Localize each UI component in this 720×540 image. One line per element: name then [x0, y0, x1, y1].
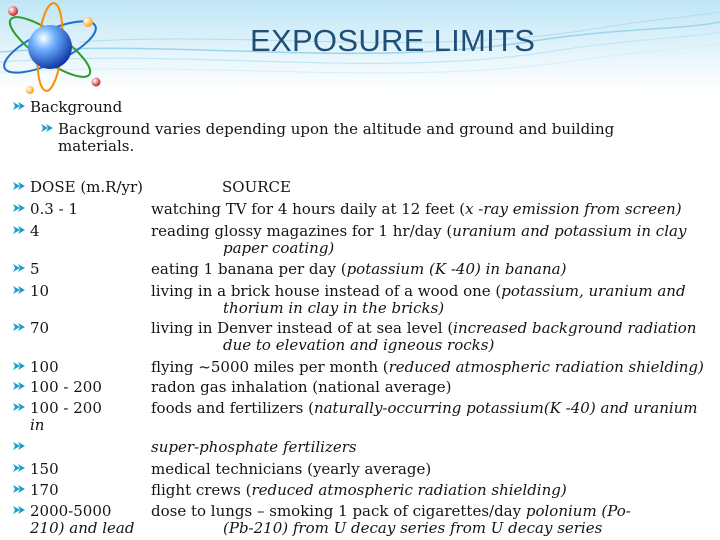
source-description: [151, 200, 682, 218]
dose-value: 0.3 - 1: [30, 200, 79, 218]
dose-value: 170: [30, 481, 59, 499]
source-text-segment: dose to lungs – smoking 1 pack of cigarettes/day: [151, 502, 526, 520]
source-description: [151, 358, 704, 376]
source-text-segment: reduced atmospheric radiation shielding): [388, 358, 704, 376]
arrow-bullet-icon: [12, 263, 26, 273]
source-text-segment: increased background radiation: [453, 319, 697, 337]
source-description: [151, 460, 431, 478]
source-text-segment: foods and fertilizers (: [151, 399, 314, 417]
arrow-bullet-icon: [12, 361, 26, 371]
dose-value: 10: [30, 282, 50, 300]
source-text-segment: naturally-occurring potassium(K -40) and uranium: [313, 399, 698, 417]
arrow-bullet-icon: [12, 322, 26, 332]
source-description-continuation: [223, 239, 334, 257]
source-text-segment: living in a brick house instead of a wood one (: [151, 282, 502, 300]
dose-value: 100 - 200: [30, 378, 102, 396]
dose-value: 150: [30, 460, 59, 478]
arrow-bullet-icon: [12, 203, 26, 213]
arrow-bullet-icon: [12, 381, 26, 391]
source-column-header: SOURCE: [222, 178, 291, 196]
source-description-continuation: [223, 299, 444, 317]
dose-value: 100: [30, 358, 59, 376]
source-text-segment: due to elevation and igneous rocks): [223, 336, 495, 354]
background-subitem-line2: materials.: [58, 137, 135, 155]
background-subitem-line1: Background varies depending upon the altitude and ground and building: [58, 120, 615, 138]
dose-column-header: DOSE (m.R/yr): [30, 178, 144, 196]
dose-value-continuation: in: [30, 416, 45, 434]
source-text-segment: flying ~5000 miles per month (: [151, 358, 389, 376]
arrow-bullet-icon: [12, 285, 26, 295]
source-text-segment: medical technicians (yearly average): [151, 460, 432, 478]
dose-value: 100 - 200: [30, 399, 102, 417]
source-text-segment: living in Denver instead of at sea level (: [151, 319, 454, 337]
arrow-bullet-icon: [40, 123, 54, 133]
arrow-bullet-icon: [12, 181, 26, 191]
source-description: [151, 222, 686, 240]
slide-title: EXPOSURE LIMITS: [250, 23, 536, 58]
source-text-segment: potassium, uranium and: [501, 282, 686, 300]
source-description: [151, 438, 357, 456]
source-text-segment: (Pb-210) from U decay series from U decay series: [223, 519, 603, 537]
background-heading: Background: [30, 98, 123, 116]
dose-value: 4: [30, 222, 40, 240]
dose-value: 70: [30, 319, 50, 337]
source-description: [151, 282, 686, 300]
dose-value-continuation: 210) and lead: [30, 519, 135, 537]
source-description: [151, 399, 698, 417]
arrow-bullet-icon: [12, 225, 26, 235]
arrow-bullet-icon: [12, 441, 26, 451]
atom-icon: [0, 0, 115, 105]
source-text-segment: flight crews (: [151, 481, 252, 499]
arrow-bullet-icon: [12, 505, 26, 515]
source-text-segment: reading glossy magazines for 1 hr/day (: [151, 222, 453, 240]
source-text-segment: reduced atmospheric radiation shielding): [251, 481, 567, 499]
source-text-segment: paper coating): [223, 239, 335, 257]
source-description-continuation: [223, 336, 494, 354]
source-text-segment: super-phosphate fertilizers: [151, 438, 357, 456]
source-text-segment: x -ray emission from screen): [465, 200, 682, 218]
source-description: [151, 481, 567, 499]
source-text-segment: uranium and potassium in clay: [452, 222, 687, 240]
source-description: [151, 260, 566, 278]
source-text-segment: polonium (Po-: [525, 502, 631, 520]
arrow-bullet-icon: [12, 101, 26, 111]
source-description: [151, 378, 452, 396]
source-description-continuation: [223, 519, 602, 537]
source-text-segment: radon gas inhalation (national average): [151, 378, 452, 396]
source-text-segment: thorium in clay in the bricks): [223, 299, 445, 317]
dose-value: 2000-5000: [30, 502, 112, 520]
arrow-bullet-icon: [12, 402, 26, 412]
arrow-bullet-icon: [12, 484, 26, 494]
source-text-segment: potassium (K -40) in banana): [346, 260, 567, 278]
arrow-bullet-icon: [12, 463, 26, 473]
source-text-segment: watching TV for 4 hours daily at 12 feet (: [151, 200, 466, 218]
source-description: [151, 502, 631, 520]
source-description: [151, 319, 696, 337]
source-text-segment: eating 1 banana per day (: [151, 260, 347, 278]
dose-value: 5: [30, 260, 40, 278]
